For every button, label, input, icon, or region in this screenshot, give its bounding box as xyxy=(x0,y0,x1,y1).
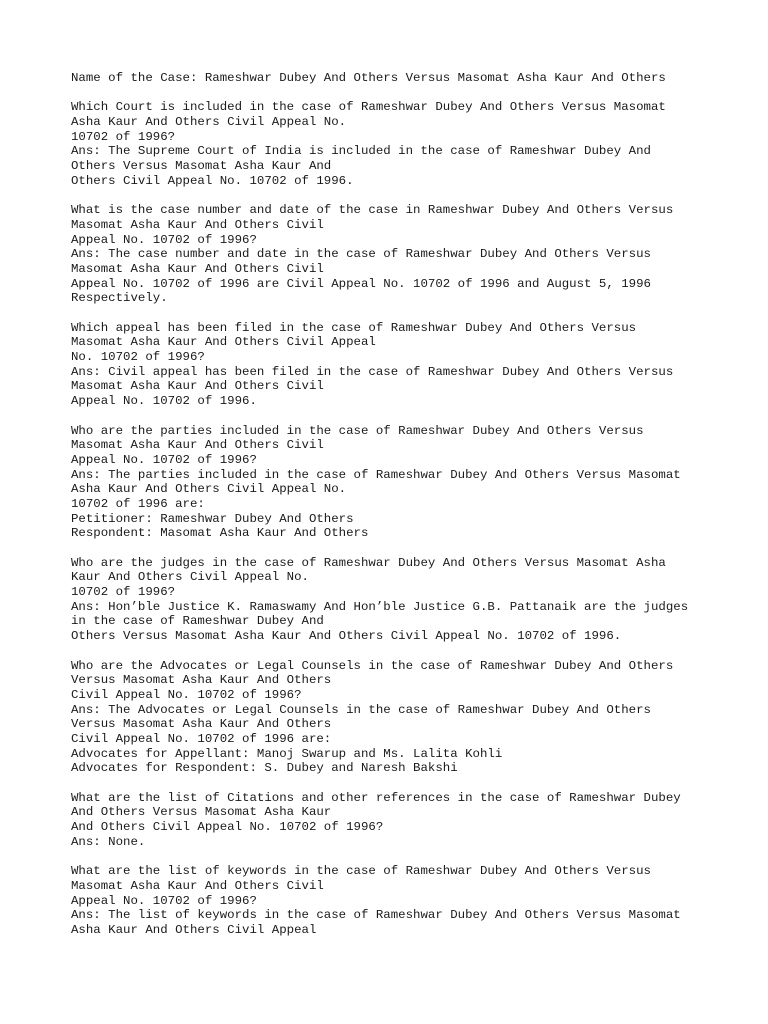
answer-line: Ans: The parties included in the case of Rameshwar Dubey And Others Versus Masomat xyxy=(71,467,681,482)
answer-line: Civil Appeal No. 10702 of 1996 are: xyxy=(71,731,332,746)
answer-line: Others Versus Masomat Asha Kaur And xyxy=(71,159,332,174)
question-line: And Others Civil Appeal No. 10702 of 1996? xyxy=(71,820,384,835)
answer-line: Masomat Asha Kaur And Others Civil xyxy=(71,379,324,394)
answer-line: Appeal No. 10702 of 1996 are Civil Appeal No. 10702 of 1996 and August 5, 1996 xyxy=(71,276,651,291)
answer-line: Ans: The Advocates or Legal Counsels in the case of Rameshwar Dubey And Others xyxy=(71,702,651,717)
respondent-advocates-line: Advocates for Respondent: S. Dubey and Naresh Bakshi xyxy=(71,761,458,776)
question-line: Masomat Asha Kaur And Others Civil xyxy=(71,878,324,893)
question-line: Who are the judges in the case of Rameshwar Dubey And Others Versus Masomat Asha xyxy=(71,555,666,570)
answer-line: Asha Kaur And Others Civil Appeal xyxy=(71,922,317,937)
question-line: No. 10702 of 1996? xyxy=(71,350,205,365)
question-line: Masomat Asha Kaur And Others Civil xyxy=(71,438,324,453)
answer-line: Ans: Civil appeal has been filed in the case of Rameshwar Dubey And Others Versus xyxy=(71,364,674,379)
petitioner-line: Petitioner: Rameshwar Dubey And Others xyxy=(71,511,354,526)
answer-line: Ans: The Supreme Court of India is included in the case of Rameshwar Dubey And xyxy=(71,144,651,159)
question-line: And Others Versus Masomat Asha Kaur xyxy=(71,805,332,820)
answer-line: Ans: Hon’ble Justice K. Ramaswamy And Hon’ble Justice G.B. Pattanaik are the judges xyxy=(71,599,689,614)
question-line: Who are the Advocates or Legal Counsels in the case of Rameshwar Dubey And Others xyxy=(71,658,674,673)
qa-block-judges xyxy=(71,556,751,644)
answer-line: Appeal No. 10702 of 1996. xyxy=(71,394,257,409)
question-line: Which Court is included in the case of Rameshwar Dubey And Others Versus Masomat xyxy=(71,100,666,115)
respondent-line: Respondent: Masomat Asha Kaur And Others xyxy=(71,526,369,541)
answer-line: Asha Kaur And Others Civil Appeal No. xyxy=(71,482,347,497)
document-page xyxy=(71,71,751,952)
answer-line: Respectively. xyxy=(71,291,168,306)
question-line: Kaur And Others Civil Appeal No. xyxy=(71,570,309,585)
question-line: 10702 of 1996? xyxy=(71,585,176,600)
question-line: Versus Masomat Asha Kaur And Others xyxy=(71,673,332,688)
question-line: Appeal No. 10702 of 1996? xyxy=(71,893,257,908)
question-line: Which appeal has been filed in the case of Rameshwar Dubey And Others Versus xyxy=(71,320,637,335)
question-line: Masomat Asha Kaur And Others Civil xyxy=(71,217,324,232)
qa-block-citations xyxy=(71,791,751,850)
case-title-block xyxy=(71,71,751,86)
qa-block-parties xyxy=(71,424,751,542)
qa-block-case-number xyxy=(71,203,751,306)
question-line: What are the list of keywords in the case of Rameshwar Dubey And Others Versus xyxy=(71,864,651,879)
answer-line: Others Versus Masomat Asha Kaur And Others Civil Appeal No. 10702 of 1996. xyxy=(71,629,622,644)
appellant-advocates-line: Advocates for Appellant: Manoj Swarup and Ms. Lalita Kohli xyxy=(71,746,503,761)
question-line: Who are the parties included in the case of Rameshwar Dubey And Others Versus xyxy=(71,423,644,438)
answer-line: in the case of Rameshwar Dubey And xyxy=(71,614,324,629)
qa-block-appeal xyxy=(71,321,751,409)
question-line: Asha Kaur And Others Civil Appeal No. xyxy=(71,115,347,130)
question-line: 10702 of 1996? xyxy=(71,129,176,144)
answer-line: Ans: None. xyxy=(71,834,146,849)
answer-line: Others Civil Appeal No. 10702 of 1996. xyxy=(71,173,354,188)
answer-line: 10702 of 1996 are: xyxy=(71,496,205,511)
qa-block-advocates xyxy=(71,659,751,777)
answer-line: Versus Masomat Asha Kaur And Others xyxy=(71,717,332,732)
qa-block-court xyxy=(71,100,751,188)
question-line: Appeal No. 10702 of 1996? xyxy=(71,232,257,247)
question-line: What are the list of Citations and other references in the case of Rameshwar Dubey xyxy=(71,790,681,805)
case-title: Name of the Case: Rameshwar Dubey And Others Versus Masomat Asha Kaur And Others xyxy=(71,71,666,85)
question-line: Masomat Asha Kaur And Others Civil Appeal xyxy=(71,335,376,350)
qa-block-keywords xyxy=(71,864,751,937)
question-line: Appeal No. 10702 of 1996? xyxy=(71,452,257,467)
answer-line: Masomat Asha Kaur And Others Civil xyxy=(71,261,324,276)
answer-line: Ans: The list of keywords in the case of Rameshwar Dubey And Others Versus Masomat xyxy=(71,908,681,923)
question-line: Civil Appeal No. 10702 of 1996? xyxy=(71,687,302,702)
answer-line: Ans: The case number and date in the case of Rameshwar Dubey And Others Versus xyxy=(71,247,651,262)
question-line: What is the case number and date of the case in Rameshwar Dubey And Others Versus xyxy=(71,203,674,218)
